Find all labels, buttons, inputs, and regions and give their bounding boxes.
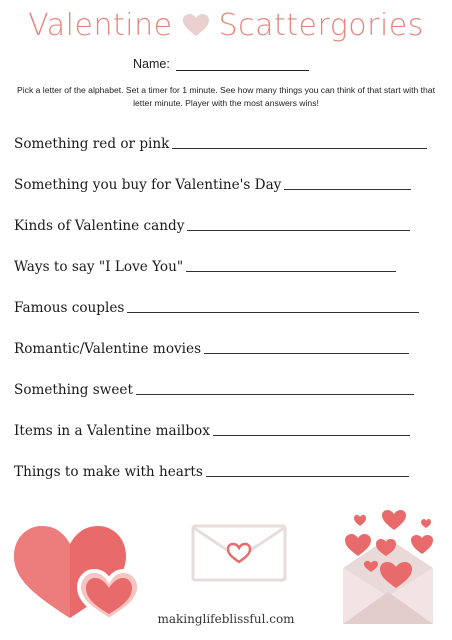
prompt-row bbox=[14, 177, 411, 193]
prompt-row bbox=[14, 382, 414, 398]
answer-line[interactable] bbox=[136, 392, 414, 395]
name-row bbox=[133, 57, 309, 71]
love-letter-icon bbox=[191, 524, 287, 582]
prompt-label: Famous couples bbox=[14, 300, 125, 316]
prompt-row bbox=[14, 259, 396, 275]
prompt-row bbox=[14, 300, 419, 316]
answer-line[interactable] bbox=[204, 351, 409, 354]
page-title bbox=[0, 8, 452, 43]
answer-line[interactable] bbox=[127, 310, 419, 313]
prompt-row bbox=[14, 464, 409, 480]
prompt-label: Ways to say "I Love You" bbox=[14, 259, 184, 275]
footer-website: makinglifeblissful.com bbox=[157, 612, 295, 626]
heart-icon bbox=[183, 14, 209, 37]
envelope-hearts-icon bbox=[338, 508, 438, 626]
prompt-label: Something red or pink bbox=[14, 136, 170, 152]
name-label: Name: bbox=[133, 57, 170, 71]
double-heart-icon bbox=[12, 522, 140, 622]
prompt-row bbox=[14, 218, 410, 234]
prompt-row bbox=[14, 136, 427, 152]
prompt-label: Items in a Valentine mailbox bbox=[14, 423, 210, 439]
prompt-label: Things to make with hearts bbox=[14, 464, 203, 480]
prompt-label: Kinds of Valentine candy bbox=[14, 218, 185, 234]
answer-line[interactable] bbox=[284, 187, 411, 190]
prompt-label: Something you buy for Valentine's Day bbox=[14, 177, 282, 193]
name-field[interactable] bbox=[176, 58, 309, 71]
title-scattergories: Scattergories bbox=[218, 8, 424, 43]
instructions: Pick a letter of the alphabet. Set a timer for 1 minute. See how many things you can think of that start with that letter minute. Player with the most answers wins! bbox=[17, 85, 435, 108]
title-valentine: Valentine bbox=[28, 8, 173, 43]
answer-line[interactable] bbox=[206, 474, 409, 477]
answer-line[interactable] bbox=[213, 433, 410, 436]
prompt-row bbox=[14, 341, 409, 357]
prompt-row bbox=[14, 423, 410, 439]
prompt-label: Romantic/Valentine movies bbox=[14, 341, 202, 357]
prompt-label: Something sweet bbox=[14, 382, 133, 398]
answer-line[interactable] bbox=[187, 228, 410, 231]
answer-line[interactable] bbox=[186, 269, 396, 272]
answer-line[interactable] bbox=[172, 146, 427, 149]
